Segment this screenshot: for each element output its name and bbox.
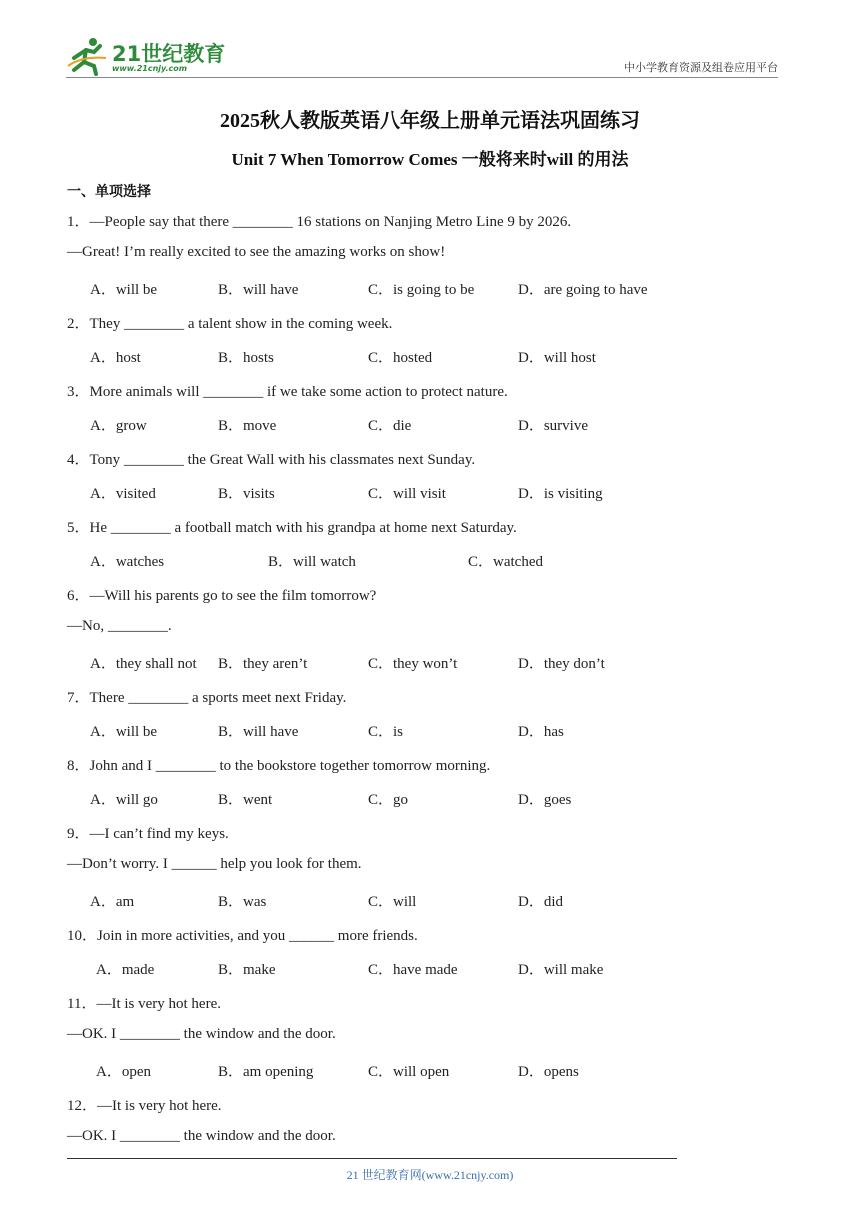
- answer-option[interactable]: B．move: [218, 418, 277, 434]
- answer-option[interactable]: C．watched: [468, 554, 543, 570]
- logo-text: 21世纪教育: [112, 42, 226, 66]
- runner-logo-icon: [66, 36, 110, 76]
- footer-divider: [67, 1158, 677, 1159]
- answer-option[interactable]: B．will watch: [268, 554, 356, 570]
- question-stem: 3．More animals will ________ if we take some action to protect nature.: [67, 384, 508, 400]
- answer-option[interactable]: B．make: [218, 962, 276, 978]
- question-stem: 4．Tony ________ the Great Wall with his classmates next Sunday.: [67, 452, 476, 468]
- answer-option[interactable]: A．open: [96, 1064, 151, 1080]
- answer-option[interactable]: A．will go: [90, 792, 158, 808]
- question-stem: 8．John and I ________ to the bookstore together tomorrow morning.: [67, 758, 491, 774]
- question-stem: 6．—Will his parents go to see the film tomorrow?: [67, 588, 377, 604]
- answer-option[interactable]: B．hosts: [218, 350, 274, 366]
- footer-text[interactable]: 21 世纪教育网(www.21cnjy.com): [346, 1168, 514, 1182]
- question-stem: 10．Join in more activities, and you ______ more friends.: [67, 928, 418, 944]
- question-stem: 5．He ________ a football match with his grandpa at home next Saturday.: [67, 520, 517, 536]
- answer-option[interactable]: A．they shall not: [90, 656, 197, 672]
- answer-option[interactable]: C．will visit: [368, 486, 446, 502]
- answer-option[interactable]: D．did: [518, 894, 564, 910]
- answer-option[interactable]: D．opens: [518, 1064, 579, 1080]
- answer-option[interactable]: C．go: [368, 792, 409, 808]
- answer-option[interactable]: D．survive: [518, 418, 588, 434]
- answer-option[interactable]: C．have made: [368, 962, 458, 978]
- answer-option[interactable]: D．will make: [518, 962, 604, 978]
- answer-option[interactable]: D．will host: [518, 350, 596, 366]
- answer-option[interactable]: C．die: [368, 418, 412, 434]
- answer-option[interactable]: A．will be: [90, 724, 158, 740]
- question-stem: 2．They ________ a talent show in the coming week.: [67, 316, 393, 332]
- answer-option[interactable]: C．they won’t: [368, 656, 458, 672]
- answer-option[interactable]: C．will: [368, 894, 417, 910]
- document-title: 2025秋人教版英语八年级上册单元语法巩固练习: [220, 110, 640, 132]
- answer-option[interactable]: D．has: [518, 724, 564, 740]
- page-header: [66, 30, 778, 80]
- site-logo[interactable]: [66, 36, 226, 76]
- answer-option[interactable]: B．was: [218, 894, 267, 910]
- question-stem: 9．—I can’t find my keys.: [67, 826, 229, 842]
- answer-option[interactable]: C．is: [368, 724, 404, 740]
- answer-option[interactable]: B．am opening: [218, 1064, 314, 1080]
- answer-option[interactable]: A．visited: [90, 486, 156, 502]
- question-dialogue-line: —Don’t worry. I ______ help you look for them.: [67, 856, 362, 872]
- question-stem: 11．—It is very hot here.: [67, 996, 221, 1012]
- answer-option[interactable]: D．goes: [518, 792, 572, 808]
- question-stem: 7．There ________ a sports meet next Friday.: [67, 690, 347, 706]
- logo-url: www.21cnjy.com: [112, 64, 188, 73]
- answer-option[interactable]: B．visits: [218, 486, 275, 502]
- document-subtitle: Unit 7 When Tomorrow Comes 一般将来时will 的用法: [231, 150, 629, 169]
- answer-option[interactable]: C．hosted: [368, 350, 433, 366]
- question-dialogue-line: —Great! I’m really excited to see the amazing works on show!: [67, 244, 446, 260]
- question-dialogue-line: —No, ________.: [67, 618, 172, 634]
- answer-option[interactable]: B．will have: [218, 724, 299, 740]
- answer-option[interactable]: A．host: [90, 350, 141, 366]
- platform-tagline: 中小学教育资源及组卷应用平台: [624, 61, 778, 74]
- header-divider: [66, 77, 778, 78]
- answer-option[interactable]: D．are going to have: [518, 282, 648, 298]
- answer-option[interactable]: B．went: [218, 792, 273, 808]
- answer-option[interactable]: A．made: [96, 962, 155, 978]
- answer-option[interactable]: A．will be: [90, 282, 158, 298]
- question-dialogue-line: —OK. I ________ the window and the door.: [67, 1128, 336, 1144]
- section-heading: 一、单项选择: [67, 184, 151, 200]
- question-stem: 12．—It is very hot here.: [67, 1098, 222, 1114]
- question-stem: 1．—People say that there ________ 16 stations on Nanjing Metro Line 9 by 2026.: [67, 214, 572, 230]
- answer-option[interactable]: A．am: [90, 894, 135, 910]
- question-dialogue-line: —OK. I ________ the window and the door.: [67, 1026, 336, 1042]
- answer-option[interactable]: C．is going to be: [368, 282, 475, 298]
- answer-option[interactable]: B．they aren’t: [218, 656, 308, 672]
- answer-option[interactable]: D．they don’t: [518, 656, 605, 672]
- answer-option[interactable]: B．will have: [218, 282, 299, 298]
- answer-option[interactable]: C．will open: [368, 1064, 450, 1080]
- answer-option[interactable]: D．is visiting: [518, 486, 603, 502]
- answer-option[interactable]: A．watches: [90, 554, 165, 570]
- answer-option[interactable]: A．grow: [90, 418, 147, 434]
